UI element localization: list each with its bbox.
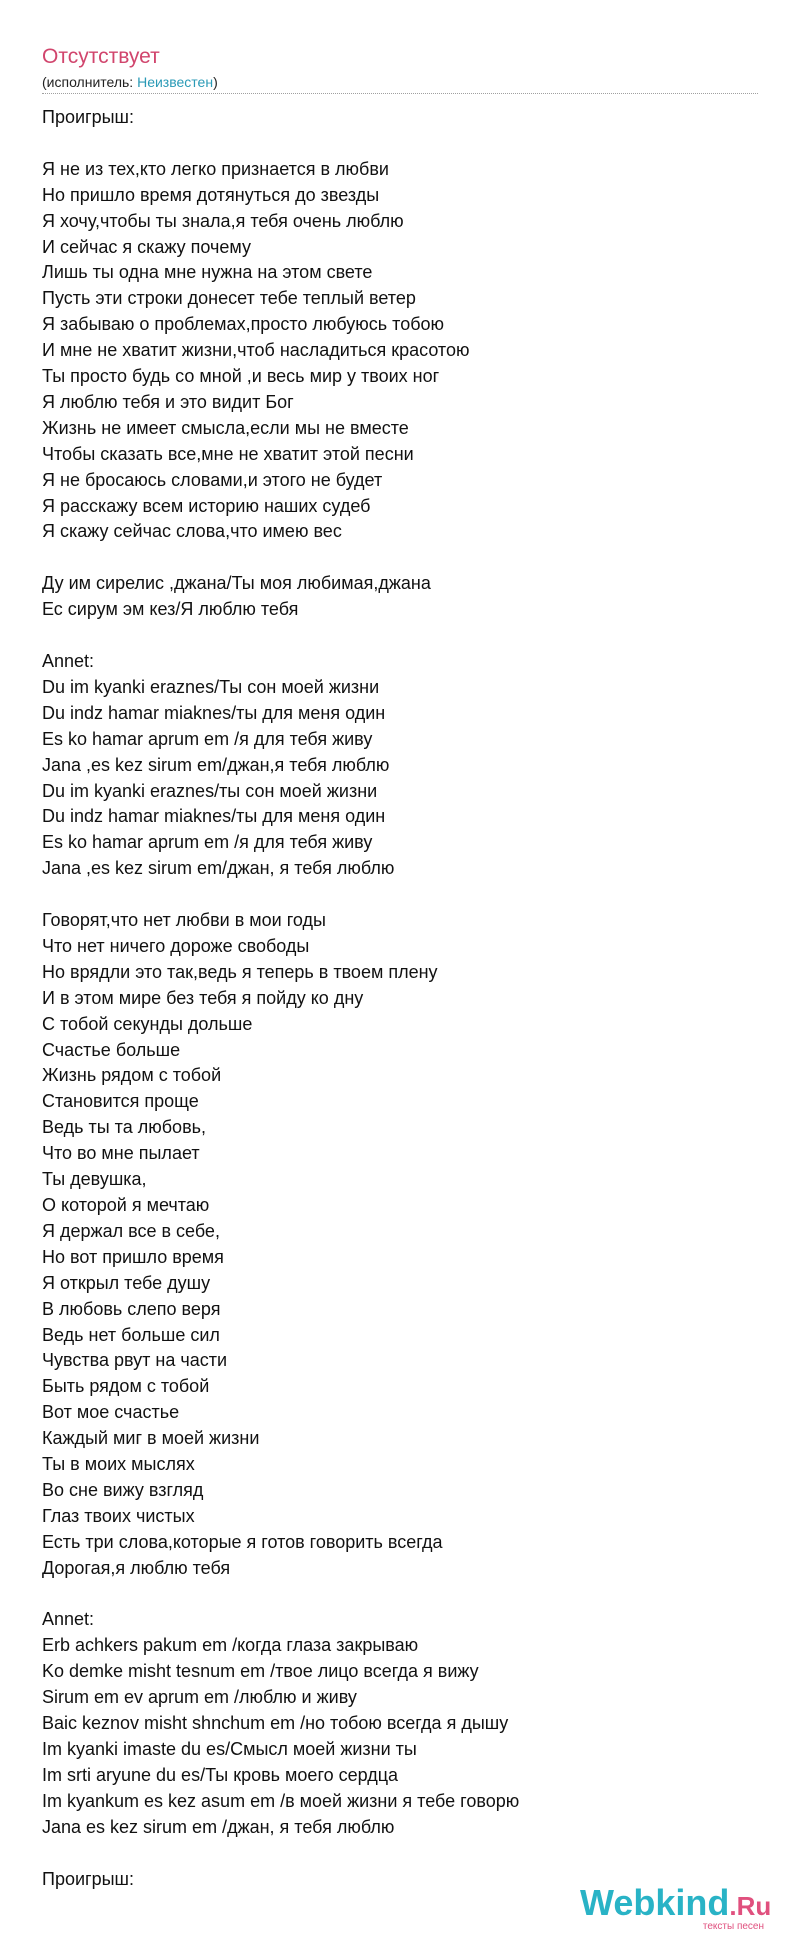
lyric-line: Я открыл тебе душу [42, 1272, 211, 1293]
lyric-line: Я люблю тебя и это видит Бог [42, 391, 294, 412]
lyric-line: Jana ,es kez sirum em/джан,я тебя люблю [42, 754, 390, 775]
lyric-line: Im kyanki imaste du es/Смысл моей жизни ты [42, 1739, 417, 1760]
lyric-line: Я забываю о проблемах,просто любуюсь тобою [42, 314, 445, 335]
lyric-line: Но врядли это так,ведь я теперь в твоем плену [42, 961, 438, 982]
site-logo[interactable] [580, 1883, 770, 1931]
lyric-line: Я хочу,чтобы ты знала,я тебя очень люблю [42, 210, 404, 231]
lyric-line: Вот мое счастье [42, 1402, 180, 1423]
lyric-line: Во сне вижу взгляд [42, 1479, 204, 1500]
lyric-line: Es ko hamar aprum em /я для тебя живу [42, 832, 373, 853]
lyric-line: И сейчас я скажу почему [42, 236, 251, 257]
lyric-line: Du indz hamar miaknes/ты для меня один [42, 702, 386, 723]
lyric-line: Жизнь рядом с тобой [42, 1065, 222, 1086]
lyric-line: Jana ,es kez sirum em/джан, я тебя люблю [42, 858, 395, 879]
lyric-line: Du indz hamar miaknes/ты для меня один [42, 806, 386, 827]
lyric-line: Лишь ты одна мне нужна на этом свете [42, 262, 373, 283]
lyric-stanza [42, 105, 758, 131]
lyric-line: О которой я мечтаю [42, 1195, 210, 1215]
lyric-line: Быть рядом с тобой [42, 1376, 210, 1397]
lyric-line: Ko demke misht tesnum em /твое лицо всегда я вижу [42, 1661, 479, 1682]
lyric-stanza [42, 1607, 758, 1840]
lyric-line: Ду им сирелис ,джана/Ты моя любимая,джана [42, 573, 431, 594]
lyric-line: Пусть эти строки донесет тебе теплый ветер [42, 288, 416, 309]
logo-tagline: тексты песен [702, 1921, 764, 1932]
artist-prefix: (исполнитель: [42, 74, 138, 90]
lyric-line: Sirum em ev aprum em /люблю и живу [42, 1687, 357, 1708]
lyric-line: Baic keznov misht shnchum em /но тобою всегда я дышу [42, 1713, 509, 1734]
lyric-line: Есть три слова,которые я готов говорить всегда [42, 1531, 443, 1552]
lyric-line: Erb achkers pakum em /когда глаза закрываю [42, 1635, 419, 1656]
lyric-line: Проигрыш: [42, 1868, 134, 1889]
lyric-line: Я скажу сейчас слова,что имею вес [42, 521, 342, 542]
logo-main-text: Webkind [580, 1882, 730, 1923]
lyric-line: Проигрыш: [42, 107, 134, 127]
lyric-line: Ведь ты та любовь, [42, 1117, 207, 1138]
lyric-stanza [42, 649, 758, 882]
lyric-line: Что нет ничего дороже свободы [42, 935, 310, 956]
lyric-line: И в этом мире без тебя я пойду ко дну [42, 987, 364, 1008]
logo-tld: .Ru [729, 1891, 772, 1921]
lyric-line: Каждый миг в моей жизни [42, 1428, 260, 1449]
lyric-line: Я расскажу всем историю наших судеб [42, 495, 371, 516]
song-title: Отсутствует [42, 45, 160, 68]
lyric-stanza [42, 571, 758, 623]
lyric-stanza [42, 157, 758, 546]
lyric-line: Ес сирум эм кез/Я люблю тебя [42, 599, 299, 620]
lyric-stanza [42, 908, 758, 1582]
lyric-line: Jana es kez sirum em /джан, я тебя люблю [42, 1816, 395, 1837]
artist-link[interactable]: Неизвестен [137, 74, 214, 90]
lyric-line: Чувства рвут на части [42, 1350, 228, 1371]
lyric-line: Annet: [42, 650, 95, 671]
artist-line [42, 73, 218, 91]
lyric-line: Es ko hamar aprum em /я для тебя живу [42, 728, 373, 749]
lyric-line: Я не из тех,кто легко признается в любви [42, 158, 389, 179]
lyric-line: Ты просто будь со мной ,и весь мир у твоих ног [42, 366, 440, 387]
dotted-divider [42, 93, 758, 94]
lyric-line: Im srti aryune du es/Ты кровь моего сердца [42, 1764, 399, 1785]
lyric-line: В любовь слепо веря [42, 1298, 221, 1319]
lyric-line: Annet: [42, 1609, 95, 1630]
lyric-line: Что во мне пылает [42, 1143, 200, 1164]
lyric-line: Я держал все в себе, [42, 1220, 220, 1241]
lyric-line: Я не бросаюсь словами,и этого не будет [42, 469, 383, 490]
lyric-line: Du im kyanki eraznes/Ты сон моей жизни [42, 676, 380, 697]
lyric-line: И мне не хватит жизни,чтоб насладиться красотою [42, 340, 470, 361]
lyric-line: Становится проще [42, 1091, 199, 1112]
lyric-line: Говорят,что нет любви в мои годы [42, 910, 326, 931]
lyric-line: Чтобы сказать все,мне не хватит этой песни [42, 443, 414, 464]
lyric-line: Im kyankum es kez asum em /в моей жизни я тебе говорю [42, 1790, 520, 1811]
lyric-line: Глаз твоих чистых [42, 1505, 195, 1526]
artist-suffix: ) [213, 74, 218, 90]
lyric-line: Счастье больше [42, 1039, 181, 1060]
lyric-line: С тобой секунды дольше [42, 1013, 253, 1034]
lyric-line: Но пришло время дотянуться до звезды [42, 184, 380, 205]
lyric-line: Жизнь не имеет смысла,если мы не вместе [42, 417, 409, 438]
logo-wordmark [580, 1883, 771, 1926]
lyric-line: Du im kyanki eraznes/ты сон моей жизни [42, 780, 378, 801]
lyrics-text [42, 105, 758, 1918]
lyric-line: Ты девушка, [42, 1169, 147, 1190]
lyric-line: Дорогая,я люблю тебя [42, 1557, 231, 1578]
lyric-line: Ведь нет больше сил [42, 1324, 220, 1345]
lyric-line: Но вот пришло время [42, 1246, 224, 1267]
lyric-line: Ты в моих мыслях [42, 1454, 195, 1475]
